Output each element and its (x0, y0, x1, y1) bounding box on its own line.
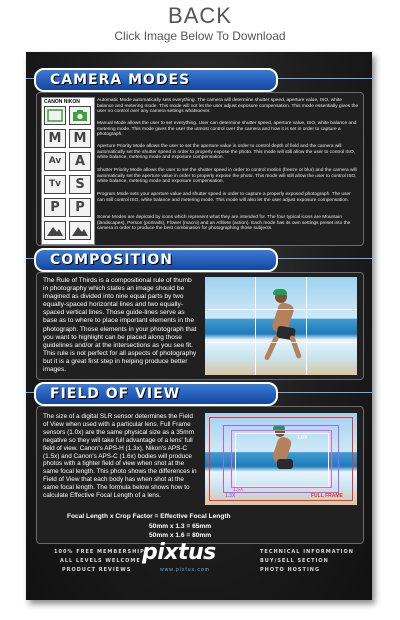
auto-mode-nikon-icon (69, 106, 91, 125)
surfer-cap (273, 289, 287, 295)
auto-mode-canon-icon (44, 106, 66, 125)
download-card-image[interactable] (26, 52, 372, 600)
thirds-gridline (205, 342, 357, 343)
thirds-gridline (255, 277, 256, 375)
pixtus-url: www.pixtus.com (160, 567, 210, 573)
crop-label-1-3x: 1.3X (225, 493, 236, 499)
scene-mode-description: Scene Modes are depicted by icons which represent what they are intended for. The four typical icons are Mountain (landscapes), Person (portraits), Flower (macro) and an Athlete (action). Each mode has its own settings preset into the camera in order to produce the best combination for photographing those subjects. (97, 215, 351, 232)
scene-mode-canon-icon (44, 221, 66, 240)
surfer-photo (205, 277, 357, 375)
manual-mode-canon-icon: M (44, 129, 66, 148)
program-mode-nikon-icon: P (69, 198, 91, 217)
formula-line: 50mm x 1.3 = 65mm (149, 523, 212, 530)
aperture-mode-canon-icon: Av (44, 152, 66, 171)
program-mode-description: Program Mode sets your aperture value and shutter speed in order to capture a properly exposed photograph. The user can still control ISO, white balance and metering mode. This mode will also let the user adjust exposure compensation. (97, 192, 351, 203)
formula-header: Focal Length x Crop Factor = Effective Focal Length (67, 513, 231, 520)
camera-modes-title: CAMERA MODES (34, 68, 278, 92)
crop-label-full-frame: FULL FRAME (311, 493, 343, 499)
page-title: BACK (168, 3, 232, 28)
field-of-view-title: FIELD OF VIEW (34, 382, 278, 406)
page-header (0, 4, 400, 44)
footer-item-left: ALL LEVELS WELCOME (60, 558, 141, 564)
footer-item-right: TECHNICAL INFORMATION (260, 549, 354, 555)
surfer-leg (289, 335, 302, 359)
aperture-mode-description: Aperture Priority Mode allows the user to set the aperture value in order to control depth of field and the camera will automatically set the shutter speed in order to properly expose the photo. This mode will still allow the user to control ISO, white balance, metering mode and exposure compensation. (97, 144, 356, 161)
surfer-leg (264, 335, 280, 361)
download-hint: Click Image Below To Download (114, 29, 286, 43)
manual-mode-nikon-icon: M (69, 129, 91, 148)
mode-icons-grid (41, 97, 95, 245)
rule-of-thirds-text: The Rule of Thirds is a compositional rule of thumb in photography which states an image should be imagined as divided into nine equal parts by two equally-spaced horizontal lines and two equally-spaced vertical lines. Those guide-lines serve as base as to where to place important elements in the photograph. Those elements in your photograph that you want to highlight can be placed along those guidelines and/or at the intersections as you see fit. This rule is not perfect for all aspects of photography but it is a great first step in helping produce better images. (43, 277, 197, 374)
footer-item-right: PHOTO HOSTING (260, 567, 321, 573)
brand-header: CANON NIKON (44, 99, 80, 105)
aperture-mode-nikon-icon: A (69, 152, 91, 171)
footer-item-left: 100% FREE MEMBERSHIP (54, 549, 145, 555)
field-of-view-panel (36, 406, 364, 544)
program-mode-canon-icon: P (44, 198, 66, 217)
shutter-mode-canon-icon: Tv (44, 175, 66, 194)
crop-label-1-6x: 1.6X (297, 435, 308, 441)
crop-label-1-5x: 1.5X (233, 487, 244, 493)
pixtus-logo: pixtus (142, 540, 216, 565)
shutter-mode-description: Shutter Priority Mode allows the user to set the shutter speed in order to control motion (freeze or blur) and the camera will automatically set the aperture value in order to properly expose the photo. This mode will still allow the user to control ISO, white balance, metering mode and exposure compensation. (97, 168, 357, 185)
field-of-view-text: The size of a digital SLR sensor determines the Field of View when used with a particular lens. Full Frame sensors (1.0x) are the same physical size as a 35mm negative so they will take full advantage of a lens' full field of view. Canon's APS-H (1.3x), Nikon's APS-C (1.5x) and Canon's APS-C (1.6x) bodies will produce photos with a tighter field of view when shot at the same focal length. This photo shows the differences in Field of View that each body has when shot at the same focal length. The formula below shows how to calculate Effective Focal Length of a lens. (43, 413, 197, 500)
thirds-gridline (205, 309, 357, 310)
footer-item-left: PRODUCT REVIEWS (62, 567, 132, 573)
composition-panel (36, 272, 364, 380)
manual-mode-description: Manual Mode allows the user to set everything. User can determine shutter speed, aperture value, ISO, white balance and metering mode. This mode gives the user the utmost control over the camera and how it is set in order to capture a photograph. (97, 121, 357, 138)
crop-factor-photo (205, 413, 357, 505)
camera-modes-panel (36, 92, 364, 246)
thirds-gridline (306, 277, 307, 375)
formula-line: 50mm x 1.6 = 80mm (149, 532, 212, 539)
crop-frame-1-6x (235, 433, 329, 487)
footer-item-right: BUY/SELL SECTION (260, 558, 329, 564)
scene-mode-nikon-icon (69, 221, 91, 240)
shutter-mode-nikon-icon: S (69, 175, 91, 194)
composition-title: COMPOSITION (34, 248, 278, 272)
auto-mode-description: Automatic Mode automatically sets everything. The camera will determine shutter speed, aperture value, ISO, white balance and metering mode. This mode will not let the user adjust exposure compensation. This mode essentially gives the user no control over any camera settings whatsoever. (97, 98, 359, 115)
